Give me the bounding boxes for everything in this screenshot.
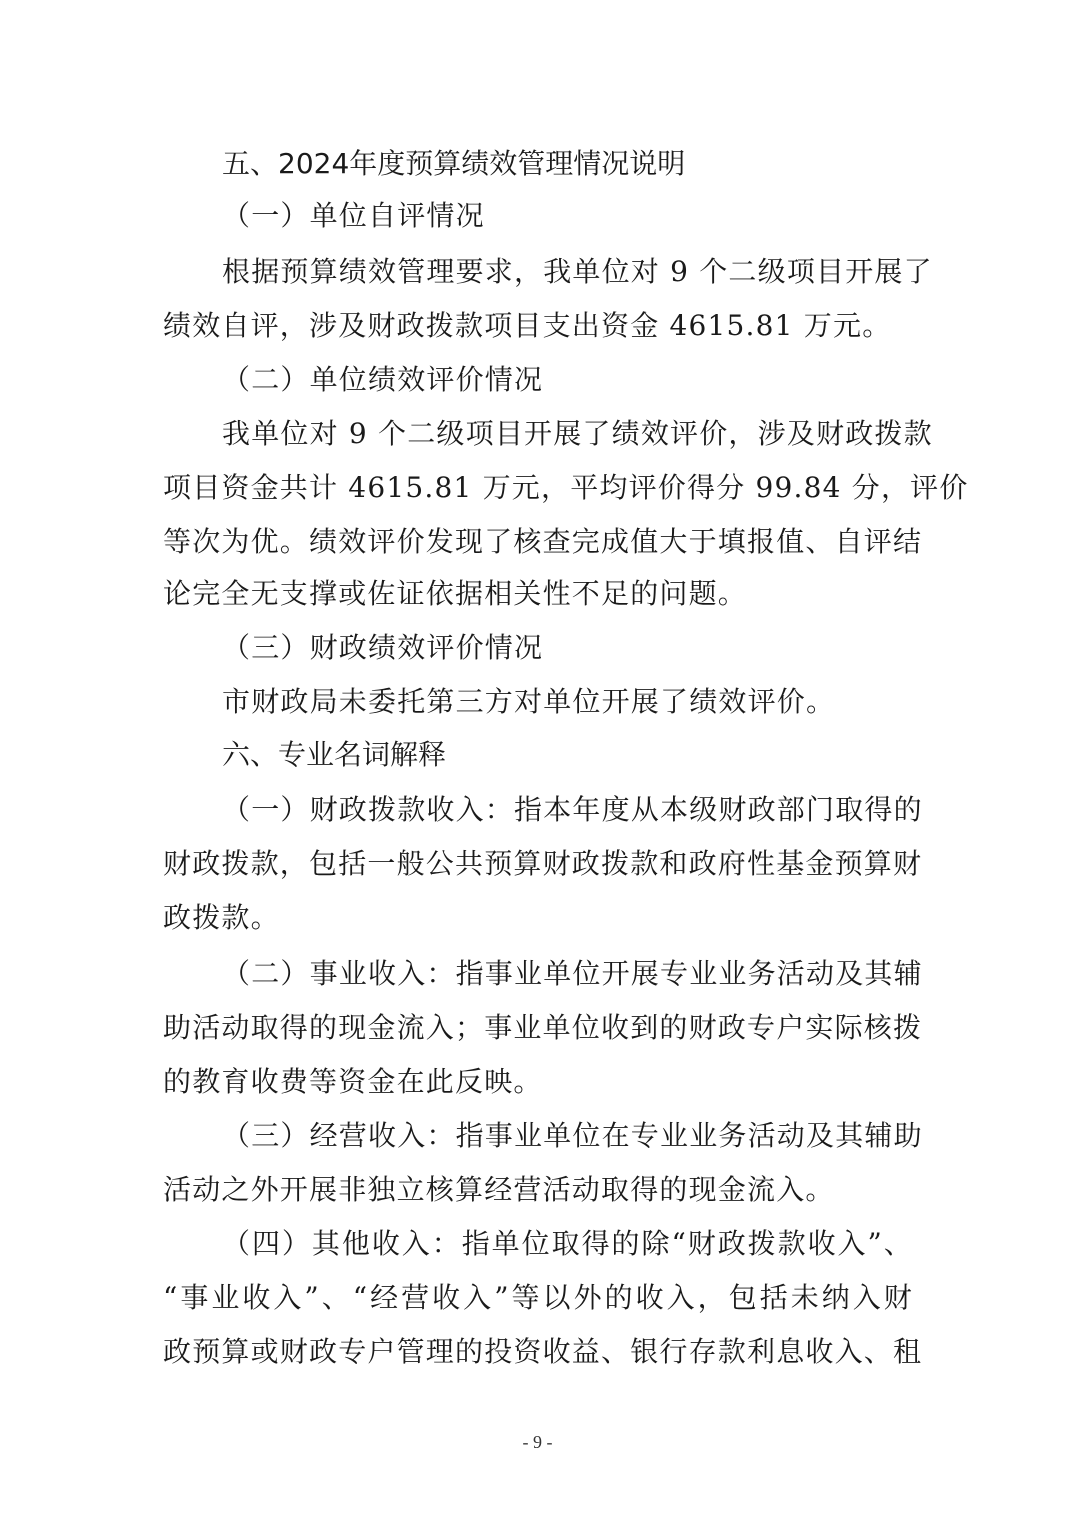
term-line: 的教育收费等资金在此反映。: [163, 1065, 543, 1098]
subsection-title-unit-evaluation: （二）单位绩效评价情况: [222, 363, 544, 396]
paragraph-line: 项目资金共计 4615.81 万元，平均评价得分 99.84 分，评价: [163, 471, 969, 504]
term-line: （三）经营收入：指事业单位在专业业务活动及其辅助: [222, 1119, 923, 1152]
term-line: 活动之外开展非独立核算经营活动取得的现金流入。: [163, 1173, 835, 1206]
term-line: “事业收入”、“经营收入”等以外的收入，包括未纳入财: [163, 1281, 913, 1314]
section-heading-6: 六、专业名词解释: [222, 738, 447, 771]
page-number: - 9 -: [522, 1432, 553, 1452]
paragraph-line: 我单位对 9 个二级项目开展了绩效评价，涉及财政拨款: [222, 417, 933, 450]
section-heading-5: 五、2024年度预算绩效管理情况说明: [222, 147, 686, 180]
paragraph-line: 论完全无支撑或佐证依据相关性不足的问题。: [163, 577, 748, 610]
term-line: 政拨款。: [163, 901, 280, 934]
subsection-title-finance-evaluation: （三）财政绩效评价情况: [222, 631, 544, 664]
paragraph-line: 绩效自评，涉及财政拨款项目支出资金 4615.81 万元。: [163, 309, 892, 342]
term-line: 政预算或财政专户管理的投资收益、银行存款利息收入、租: [163, 1335, 923, 1368]
term-line: 财政拨款，包括一般公共预算财政拨款和政府性基金预算财: [163, 847, 923, 880]
term-line: （一）财政拨款收入：指本年度从本级财政部门取得的: [222, 793, 923, 826]
paragraph-line: 市财政局未委托第三方对单位开展了绩效评价。: [222, 685, 836, 718]
term-line: （二）事业收入：指事业单位开展专业业务活动及其辅: [222, 957, 923, 990]
subsection-title-self-evaluation: （一）单位自评情况: [222, 199, 485, 232]
paragraph-line: 根据预算绩效管理要求，我单位对 9 个二级项目开展了: [222, 255, 933, 288]
term-line: 助活动取得的现金流入；事业单位收到的财政专户实际核拨: [163, 1011, 923, 1044]
paragraph-line: 等次为优。绩效评价发现了核查完成值大于填报值、自评结: [163, 525, 923, 558]
term-line: （四）其他收入：指单位取得的除“财政拨款收入”、: [222, 1227, 913, 1260]
